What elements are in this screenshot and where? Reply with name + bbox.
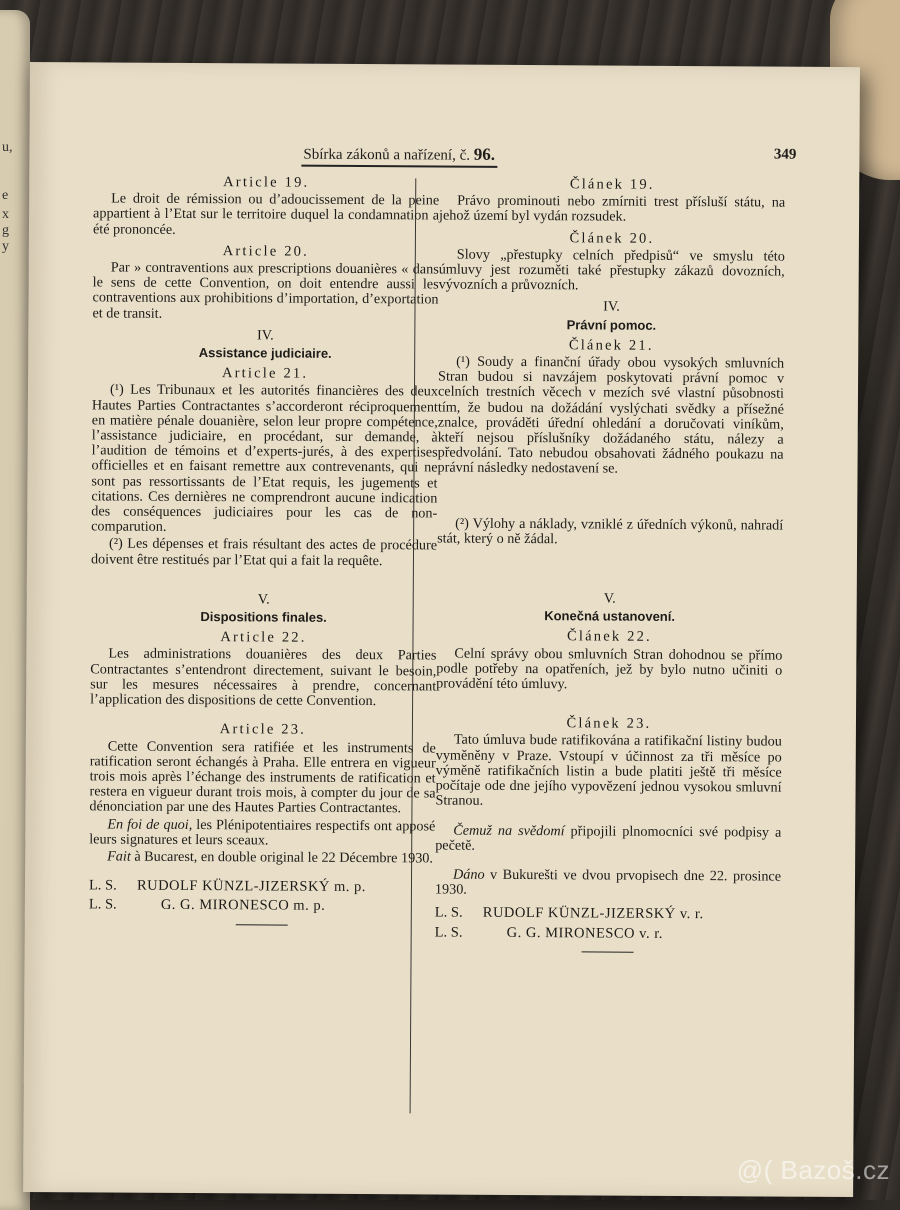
closing-formula-italic: Čemuž na svědomí — [453, 822, 565, 839]
czech-column — [435, 177, 786, 954]
clanek-22-heading: Článek 22. — [567, 628, 652, 646]
seal-mark: L. S. — [434, 924, 463, 941]
closing-formula — [435, 823, 781, 856]
page-edge-fragment: g — [2, 223, 9, 238]
article-19-heading: Article 19. — [223, 174, 310, 191]
signature-line-1 — [89, 879, 435, 896]
signature-line-1 — [435, 906, 781, 923]
document-page — [23, 62, 860, 1197]
clanek-20-heading: Článek 20. — [569, 229, 655, 247]
seal-mark: L. S. — [88, 877, 117, 894]
article-19-text: Le droit de rémission ou d’adoucissement de la peine appartient à l’Etat sur le territoire duquel la condamnation a été prononcée. — [92, 190, 440, 238]
clanek-19-text: Právo prominouti nebo zmírniti trest přísluší státu, na jehož území byl vydán rozsudek. — [439, 192, 786, 226]
signatory-name: G. G. MIRONESCO m. p. — [160, 897, 326, 915]
closing-formula-rest: les Plénipotentiaires respectifs ont apposé leurs signatures et leurs sceaux. — [89, 816, 436, 849]
closing-rule — [236, 924, 288, 925]
article-21-paragraph-2: (²) Les dépenses et frais résultant des actes de procédure doivent être restitués par l’Etat qui a fait la requête. — [90, 535, 438, 569]
signature-line-2 — [435, 925, 781, 942]
signature-line-2 — [89, 898, 435, 915]
article-23-text: Cette Convention sera ratifiée et les instruments de ratification seront échangés à Praha. Elle entrera en vigueur trois mois après l’échange des instruments de ratification et restera en vigueur durant trois mois, à compter du jour de sa dénonciation par une des Hautes Parties Contractantes. — [89, 737, 436, 817]
article-23-heading: Article 23. — [219, 721, 307, 738]
clanek-21-paragraph-2: (²) Výlohy a náklady, vzniklé z úředních výkonů, nahradí stát, který o ně žádal. — [437, 515, 784, 548]
clanek-23-text: Tato úmluva bude ratifikována a ratifikační listiny budou vyměněny v Praze. Vstoupí v účinnost za tři měsíce po výměně ratifikačních listin a bude platiti ještě tři měsíce počítaje ode dne jejího vypovězení jednou vysokou smluvní Stranou. — [435, 732, 782, 810]
section-4-title: Právní pomoc. — [566, 316, 657, 333]
place-date-rest: v Bukurešti ve dvou prvopisech dne 22. prosince 1930. — [434, 866, 782, 898]
closing-formula-rest: připojili plnomocníci své podpisy a pečetě. — [435, 822, 782, 854]
place-date — [89, 849, 435, 866]
seal-mark: L. S. — [434, 904, 463, 921]
header-title: Sbírka zákonů a nařízení, č. — [303, 146, 471, 164]
clanek-20-text: Slovy „přestupky celních předpisů“ ve smyslu této úmluvy jest rozuměti také přestupky zákazů dovozních, vývozních a průvozních. — [438, 246, 785, 294]
page-edge-fragment: x — [2, 207, 9, 222]
page-edge-fragment: e — [2, 188, 9, 203]
article-21-heading: Article 21. — [221, 365, 309, 382]
section-4-title: Assistance judiciaire. — [198, 345, 332, 361]
signatory-name: RUDOLF KÜNZL-JIZERSKÝ v. r. — [482, 905, 704, 923]
closing-formula-italic: En foi de quoi, — [107, 816, 193, 833]
article-22-heading: Article 22. — [220, 629, 307, 646]
section-5-number: V. — [257, 591, 270, 608]
article-20-heading: Article 20. — [222, 242, 310, 260]
page-edge-fragment: y — [2, 239, 9, 254]
seal-mark: L. S. — [88, 896, 117, 913]
section-4-number: IV. — [603, 298, 620, 316]
closing-rule — [582, 951, 634, 952]
page-edge-fragment: u, — [2, 140, 13, 155]
signatory-name: RUDOLF KÜNZL-JIZERSKÝ m. p. — [136, 877, 366, 896]
section-5-title: Konečná ustanovení. — [544, 608, 676, 625]
closing-formula — [89, 817, 435, 850]
page-header — [301, 144, 796, 170]
section-5-number: V. — [603, 590, 616, 607]
article-21-paragraph-1: (¹) Les Tribunaux et les autorités financières des deux Hautes Parties Contractantes s’accorderont réciproquement en matière pénale douanière, selon leur propre compétence, l’assistance judiciaire, en procédant, sur demande, à l’audition de témoins et d’experts-jurés, à des expertises officielles et en faisant remettre aux contrevenants, qui ne sont pas ressortissants de l’Etat requis, les jugements et citations. Ces dernières ne comprendront aucune indication des conséquences judiciaires pour les cas de non-comparution. — [91, 381, 439, 536]
clanek-21-paragraph-1: (¹) Soudy a finanční úřady obou vysokých smluvních Stran budou si navzájem poskytovati právní pomoc v celních trestních věcech v mezích své vlastní působnosti tím, že budou na dožádání vyslýchati svědky a přísežné znalce, prováděti úřední ohledání a doručovati viníkům, kteří nejsou příslušníky dožádaného státu, nálezy a předvolání. Tato nebudou obsahovati žádného poukazu na právní následky nedostavení se. — [437, 353, 785, 478]
place-date-rest: à Bucarest, en double original le 22 Décembre 1930. — [130, 848, 434, 867]
clanek-19-heading: Článek 19. — [569, 176, 655, 193]
clanek-21-heading: Článek 21. — [568, 337, 654, 354]
clanek-22-text: Celní správy obou smluvních Stran dohodnou se přímo podle potřeby na opatřeních, jež by bylo nutno učiniti o provádění této úmluvy. — [436, 645, 783, 693]
site-watermark: @( Bazoš.cz — [736, 1155, 890, 1185]
page-number: 349 — [773, 146, 797, 163]
place-date-italic: Dáno — [452, 866, 485, 883]
french-column — [89, 174, 440, 926]
section-4-number: IV. — [256, 327, 274, 344]
article-22-text: Les administrations douanières des deux Parties Contractantes s’entendront directement, suivant le besoin, sur les mesures nécessaires à prendre, concernant l’application des dispositions de cette Convention. — [90, 645, 437, 710]
section-5-title: Dispositions finales. — [200, 609, 327, 625]
place-date — [435, 867, 781, 900]
place-date-italic: Fait — [107, 848, 131, 865]
clanek-23-heading: Článek 23. — [566, 715, 652, 733]
header-title-underlined — [301, 144, 497, 168]
issue-number: 96. — [473, 144, 496, 164]
signatory-name: G. G. MIRONESCO v. r. — [506, 924, 663, 942]
article-20-text: Par » contraventions aux prescriptions douanières « dans le sens de cette Convention, on doit entendre aussi les contraventions aux prohibitions d’importation, d’exportation et de transit. — [92, 259, 439, 322]
